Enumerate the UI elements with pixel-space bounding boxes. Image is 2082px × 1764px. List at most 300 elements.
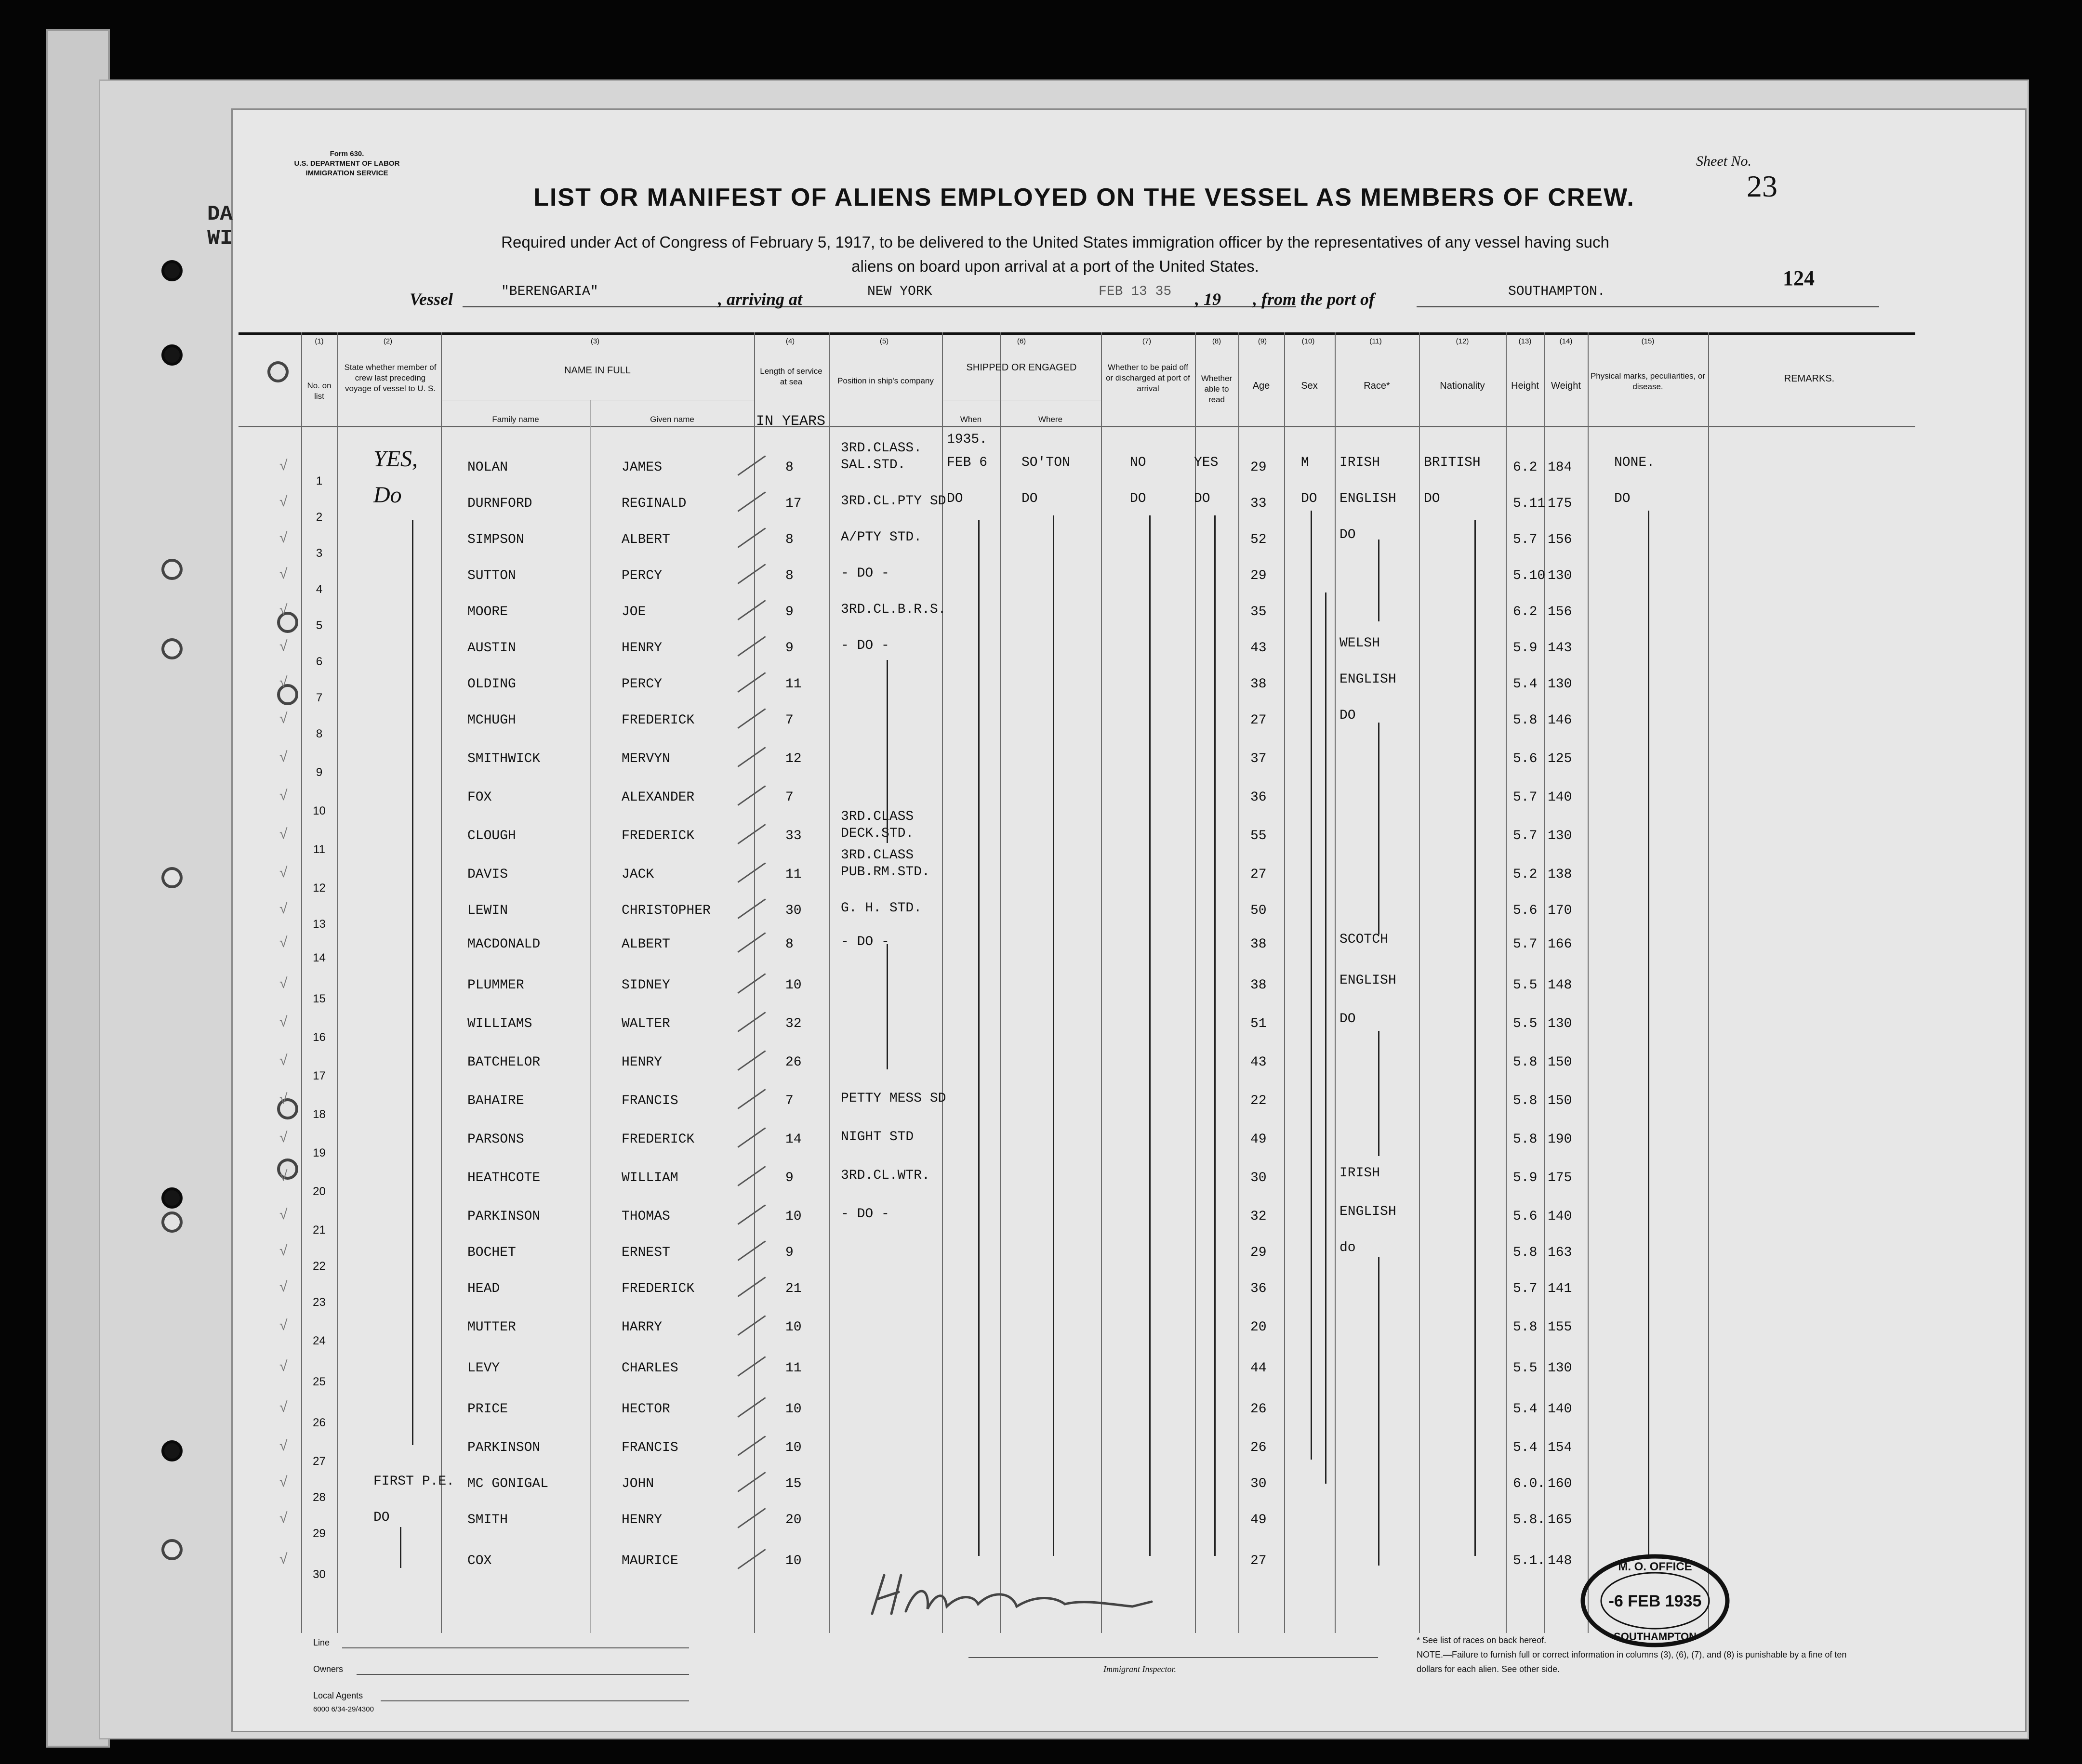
cell-age: 49 xyxy=(1250,1132,1267,1147)
cell-height: 5.7 xyxy=(1513,937,1538,952)
cell-weight: 130 xyxy=(1548,677,1572,692)
cell-height: 5.6 xyxy=(1513,1209,1538,1224)
cell-given: WILLIAM xyxy=(622,1171,678,1185)
row-number: 28 xyxy=(313,1491,326,1504)
col-when: When xyxy=(960,415,982,424)
date-stamp: FEB 13 35 xyxy=(1099,284,1172,299)
cell-family: MACDONALD xyxy=(467,937,541,952)
cell-weight: 140 xyxy=(1548,790,1572,805)
cell-position-2: DECK.STD. xyxy=(841,826,914,841)
cell-nationality: DO xyxy=(1424,491,1440,506)
check-mark: √ xyxy=(279,1474,288,1490)
cell-given: THOMAS xyxy=(622,1209,670,1224)
row-number: 4 xyxy=(316,583,323,596)
cell-height: 5.10 xyxy=(1513,568,1546,583)
year-label: , 19 xyxy=(1195,290,1221,309)
cell-height: 5.8 xyxy=(1513,1055,1538,1070)
cell-height: 5.7 xyxy=(1513,532,1538,547)
cell-family: PARKINSON xyxy=(467,1209,541,1224)
cell-read: YES xyxy=(1194,455,1219,470)
cell-height: 5.8. xyxy=(1513,1513,1546,1527)
cell-family: MC GONIGAL xyxy=(467,1476,549,1491)
cell-given: JACK xyxy=(622,867,654,882)
cell-height: 5.5 xyxy=(1513,1016,1538,1031)
cell-height: 5.8 xyxy=(1513,1320,1538,1335)
check-mark: √ xyxy=(279,826,288,842)
ditto-line xyxy=(887,944,888,1069)
cell-weight: 150 xyxy=(1548,1093,1572,1108)
cell-weight: 146 xyxy=(1548,713,1572,728)
print-code: 6000 6/34-29/4300 xyxy=(313,1705,374,1713)
cell-height: 5.9 xyxy=(1513,641,1538,656)
vessel-name: "BERENGARIA" xyxy=(501,284,598,299)
cell-height: 5.6 xyxy=(1513,903,1538,918)
cell-when-year: 1935. xyxy=(947,432,988,447)
cell-state: Do xyxy=(373,482,402,508)
arriving-label: , arriving at xyxy=(718,290,803,309)
colnum: (6) xyxy=(1017,337,1026,345)
cell-given: ERNEST xyxy=(622,1245,670,1260)
ditto-line xyxy=(412,520,413,1445)
cell-sex: DO xyxy=(1301,491,1317,506)
cell-race: IRISH xyxy=(1339,1166,1380,1181)
col-in-years: IN YEARS xyxy=(756,413,826,430)
cell-height: 5.5 xyxy=(1513,978,1538,993)
cell-position: - DO - xyxy=(841,935,889,949)
arriving-port: NEW YORK xyxy=(867,284,932,299)
cell-weight: 143 xyxy=(1548,641,1572,656)
cell-race: DO xyxy=(1339,708,1356,723)
cell-height: 5.4 xyxy=(1513,677,1538,692)
subtitle-line: aliens on board upon arrival at a port of the United States. xyxy=(851,257,1259,275)
check-mark: √ xyxy=(279,975,288,991)
binder-hole xyxy=(161,1211,183,1233)
binder-hole xyxy=(161,559,183,580)
row-number: 19 xyxy=(313,1146,326,1159)
cell-position-2: PUB.RM.STD. xyxy=(841,865,930,880)
cell-family: HEATHCOTE xyxy=(467,1171,541,1185)
cell-given: FREDERICK xyxy=(622,1132,695,1147)
row-number: 9 xyxy=(316,766,323,779)
sheet-no-label: Sheet No. xyxy=(1696,153,1751,169)
row-number: 20 xyxy=(313,1185,326,1198)
check-mark: √ xyxy=(279,1317,288,1333)
check-mark: √ xyxy=(279,1399,288,1415)
cell-weight: 154 xyxy=(1548,1440,1572,1455)
cell-weight: 155 xyxy=(1548,1320,1572,1335)
cell-position: 3RD.CLASS. xyxy=(841,441,922,456)
cell-when: DO xyxy=(947,491,963,506)
cell-read: DO xyxy=(1194,491,1210,506)
stamp-date: -6 FEB 1935 xyxy=(1608,1592,1702,1610)
row-number: 16 xyxy=(313,1031,326,1044)
cell-years: 15 xyxy=(785,1476,802,1491)
check-mark: √ xyxy=(279,494,288,510)
binder-hole xyxy=(267,361,289,382)
col-length-service: Length of service at sea xyxy=(760,367,822,386)
cell-given: MERVYN xyxy=(622,751,670,766)
cell-family: PRICE xyxy=(467,1402,508,1417)
cell-family: PARKINSON xyxy=(467,1440,541,1455)
col-race: Race* xyxy=(1364,381,1390,391)
cell-race: WELSH xyxy=(1339,636,1380,651)
cell-age: 49 xyxy=(1250,1513,1267,1527)
check-mark: √ xyxy=(279,458,288,474)
cell-years: 11 xyxy=(785,1361,802,1376)
colnum: (15) xyxy=(1641,337,1655,345)
cell-given: HENRY xyxy=(622,641,663,656)
cell-weight: 141 xyxy=(1548,1281,1572,1296)
cell-years: 11 xyxy=(785,867,802,882)
cell-years: 10 xyxy=(785,1440,802,1455)
ditto-line xyxy=(1378,1257,1379,1566)
inspector-label: Immigrant Inspector. xyxy=(1103,1664,1176,1674)
service: IMMIGRATION SERVICE xyxy=(305,169,388,177)
cell-height: 5.4 xyxy=(1513,1440,1538,1455)
cell-age: 27 xyxy=(1250,1553,1267,1568)
ditto-line xyxy=(1214,515,1216,1556)
row-number: 29 xyxy=(313,1527,326,1540)
strip-mark: WI xyxy=(207,226,233,250)
cell-family: WILLIAMS xyxy=(467,1016,532,1031)
col-height: Height xyxy=(1511,381,1539,391)
row-number: 23 xyxy=(313,1296,326,1309)
cell-height: 5.9 xyxy=(1513,1171,1538,1185)
cell-age: 43 xyxy=(1250,1055,1267,1070)
cell-position: 3RD.CLASS xyxy=(841,809,914,824)
department: U.S. DEPARTMENT OF LABOR xyxy=(294,159,400,168)
cell-paid: NO xyxy=(1130,455,1146,470)
check-mark: √ xyxy=(279,566,288,582)
cell-race: DO xyxy=(1339,527,1356,542)
ditto-line xyxy=(1378,723,1379,935)
ditto-line xyxy=(400,1527,401,1568)
cell-years: 11 xyxy=(785,677,802,692)
cell-weight: 140 xyxy=(1548,1402,1572,1417)
col-sex: Sex xyxy=(1301,381,1318,391)
col-given-name: Given name xyxy=(650,415,694,424)
cell-weight: 148 xyxy=(1548,1553,1572,1568)
from-port: SOUTHAMPTON. xyxy=(1508,284,1605,299)
row-number: 25 xyxy=(313,1375,326,1388)
colnum: (13) xyxy=(1518,337,1532,345)
cell-family: OLDING xyxy=(467,677,516,692)
cell-family: FOX xyxy=(467,790,492,805)
cell-where: DO xyxy=(1021,491,1038,506)
cell-family: AUSTIN xyxy=(467,641,516,656)
cell-years: 7 xyxy=(785,713,794,728)
cell-position: G. H. STD. xyxy=(841,901,922,916)
cell-given: HENRY xyxy=(622,1055,663,1070)
row-number: 3 xyxy=(316,547,323,560)
binder-hole xyxy=(161,1539,183,1560)
cell-height: 5.2 xyxy=(1513,867,1538,882)
form-info xyxy=(289,149,405,178)
cell-family: BAHAIRE xyxy=(467,1093,524,1108)
cell-age: 50 xyxy=(1250,903,1267,918)
cell-height: 5.8 xyxy=(1513,1132,1538,1147)
check-mark: √ xyxy=(279,935,288,950)
cell-age: 36 xyxy=(1250,1281,1267,1296)
col-nationality: Nationality xyxy=(1440,381,1485,391)
row-number: 13 xyxy=(313,918,326,931)
cell-weight: 130 xyxy=(1548,1016,1572,1031)
cell-family: MCHUGH xyxy=(467,713,516,728)
row-number: 17 xyxy=(313,1069,326,1082)
col-no-on-list: No. on list xyxy=(307,381,332,401)
cell-age: 20 xyxy=(1250,1320,1267,1335)
cell-age: 29 xyxy=(1250,568,1267,583)
cell-years: 9 xyxy=(785,605,794,619)
cell-years: 7 xyxy=(785,790,794,805)
cell-position: - DO - xyxy=(841,1207,889,1222)
cell-age: 38 xyxy=(1250,937,1267,952)
cell-nationality: BRITISH xyxy=(1424,455,1481,470)
cell-sex: M xyxy=(1301,455,1309,470)
check-mark: √ xyxy=(279,711,288,726)
cell-given: ALBERT xyxy=(622,937,670,952)
cell-height: 5.7 xyxy=(1513,790,1538,805)
cell-given: PERCY xyxy=(622,677,663,692)
check-mark: √ xyxy=(279,1130,288,1145)
cell-age: 38 xyxy=(1250,677,1267,692)
cell-years: 14 xyxy=(785,1132,802,1147)
cell-age: 52 xyxy=(1250,532,1267,547)
cell-age: 22 xyxy=(1250,1093,1267,1108)
from-label: , from the port of xyxy=(1253,290,1375,309)
cell-years: 9 xyxy=(785,1245,794,1260)
cell-height: 5.8 xyxy=(1513,713,1538,728)
cell-given: WALTER xyxy=(622,1016,670,1031)
col-able-read: Whether able to read xyxy=(1201,374,1233,404)
arrival-stamp xyxy=(1576,1549,1735,1652)
ditto-line xyxy=(1311,511,1312,1460)
cell-race: ENGLISH xyxy=(1339,1204,1396,1219)
cell-age: 38 xyxy=(1250,978,1267,993)
footer-agents-label: Local Agents xyxy=(313,1691,363,1700)
footer-line-label: Line xyxy=(313,1638,330,1647)
cell-position: PETTY MESS SD xyxy=(841,1091,946,1106)
check-mark: √ xyxy=(279,638,288,654)
cell-family: BOCHET xyxy=(467,1245,516,1260)
cell-height: 5.8 xyxy=(1513,1245,1538,1260)
col-name-in-full: NAME IN FULL xyxy=(564,365,631,376)
cell-race: do xyxy=(1339,1240,1356,1255)
check-mark: √ xyxy=(279,530,288,546)
footer-owners-label: Owners xyxy=(313,1664,344,1674)
cell-height: 5.1. xyxy=(1513,1553,1546,1568)
cell-age: 33 xyxy=(1250,496,1267,511)
cell-age: 29 xyxy=(1250,460,1267,475)
cell-family: PLUMMER xyxy=(467,978,524,993)
check-mark: √ xyxy=(279,901,288,917)
cell-years: 20 xyxy=(785,1513,802,1527)
check-mark: √ xyxy=(279,1358,288,1374)
col-where: Where xyxy=(1038,415,1063,424)
cell-height: 5.8 xyxy=(1513,1093,1538,1108)
colnum: (3) xyxy=(590,337,600,345)
cell-weight: 130 xyxy=(1548,829,1572,843)
cell-race: DO xyxy=(1339,1012,1356,1027)
cell-position: NIGHT STD xyxy=(841,1130,914,1145)
cell-race: ENGLISH xyxy=(1339,973,1396,988)
cell-years: 8 xyxy=(785,568,794,583)
colnum: (7) xyxy=(1142,337,1152,345)
ditto-line xyxy=(1648,511,1649,1556)
colnum: (8) xyxy=(1212,337,1221,345)
row-number: 6 xyxy=(316,655,323,668)
cell-age: 26 xyxy=(1250,1440,1267,1455)
cell-weight: 156 xyxy=(1548,605,1572,619)
cell-age: 30 xyxy=(1250,1171,1267,1185)
form-number: Form 630. xyxy=(330,150,364,158)
cell-given: HECTOR xyxy=(622,1402,670,1417)
cell-height: 5.6 xyxy=(1513,751,1538,766)
cell-position: 3RD.CL.WTR. xyxy=(841,1168,930,1183)
vessel-label: Vessel xyxy=(410,290,453,309)
voyage-row xyxy=(308,284,1754,318)
cell-years: 8 xyxy=(785,532,794,547)
colnum: (10) xyxy=(1301,337,1315,345)
cell-race: ENGLISH xyxy=(1339,491,1396,506)
cell-years: 10 xyxy=(785,1402,802,1417)
cell-height: 5.5 xyxy=(1513,1361,1538,1376)
cell-given: HARRY xyxy=(622,1320,663,1335)
colnum: (14) xyxy=(1559,337,1573,345)
row-number: 7 xyxy=(316,691,323,704)
cell-age: 29 xyxy=(1250,1245,1267,1260)
stamp-bottom: SOUTHAMPTON xyxy=(1614,1631,1697,1643)
cell-weight: 148 xyxy=(1548,978,1572,993)
cell-weight: 165 xyxy=(1548,1513,1572,1527)
cell-years: 17 xyxy=(785,496,802,511)
cell-given: FRANCIS xyxy=(622,1440,678,1455)
cell-position: 3RD.CL.B.R.S. xyxy=(841,602,946,617)
cell-family: SUTTON xyxy=(467,568,516,583)
col-state-whether: State whether member of crew last preceding voyage of vessel to U. S. xyxy=(344,363,437,393)
cell-age: 37 xyxy=(1250,751,1267,766)
cell-family: DURNFORD xyxy=(467,496,532,511)
cell-race: ENGLISH xyxy=(1339,672,1396,687)
check-mark: √ xyxy=(279,1014,288,1030)
cell-years: 10 xyxy=(785,978,802,993)
cell-weight: 175 xyxy=(1548,1171,1572,1185)
colnum: (11) xyxy=(1369,337,1382,345)
cell-weight: 130 xyxy=(1548,568,1572,583)
cell-given: ALBERT xyxy=(622,532,670,547)
check-mark: √ xyxy=(279,1207,288,1223)
row-number: 2 xyxy=(316,511,323,524)
row-number: 15 xyxy=(313,992,326,1005)
cell-years: 10 xyxy=(785,1553,802,1568)
ditto-line xyxy=(1325,592,1326,1484)
cell-age: 26 xyxy=(1250,1402,1267,1417)
col-remarks: REMARKS. xyxy=(1784,373,1835,384)
cell-weight: 138 xyxy=(1548,867,1572,882)
check-mark: √ xyxy=(279,865,288,881)
binder-hole xyxy=(161,260,183,281)
cell-height: 5.11 xyxy=(1513,496,1546,511)
col-weight: Weight xyxy=(1551,381,1581,391)
cell-marks: NONE. xyxy=(1614,455,1655,470)
row-number: 27 xyxy=(313,1455,326,1468)
check-mark: √ xyxy=(279,1243,288,1259)
cell-family: DAVIS xyxy=(467,867,508,882)
cell-years: 9 xyxy=(785,641,794,656)
cell-height: 6.2 xyxy=(1513,605,1538,619)
cell-family: BATCHELOR xyxy=(467,1055,541,1070)
cell-given: MAURICE xyxy=(622,1553,678,1568)
row-number: 26 xyxy=(313,1416,326,1429)
cell-years: 30 xyxy=(785,903,802,918)
cell-height: 6.0. xyxy=(1513,1476,1546,1491)
cell-family: HEAD xyxy=(467,1281,500,1296)
cell-years: 26 xyxy=(785,1055,802,1070)
cell-given: CHRISTOPHER xyxy=(622,903,711,918)
row-number: 5 xyxy=(316,619,323,632)
subtitle xyxy=(395,230,1715,278)
cell-race: IRISH xyxy=(1339,455,1380,470)
cell-marks: DO xyxy=(1614,491,1631,506)
cell-weight: 166 xyxy=(1548,937,1572,952)
check-mark: √ xyxy=(279,602,288,618)
colnum: (1) xyxy=(315,337,324,345)
ditto-line xyxy=(887,660,888,843)
cell-paid: DO xyxy=(1130,491,1146,506)
cell-age: 35 xyxy=(1250,605,1267,619)
inspector-signature xyxy=(862,1566,1161,1623)
cell-family: LEWIN xyxy=(467,903,508,918)
col-position: Position in ship's company xyxy=(837,376,934,385)
ditto-line xyxy=(1149,515,1151,1556)
cell-where: SO'TON xyxy=(1021,455,1070,470)
check-mark: √ xyxy=(279,1091,288,1107)
ditto-line xyxy=(1053,515,1054,1556)
cell-family: SIMPSON xyxy=(467,532,524,547)
sheet-no-value: 23 xyxy=(1747,169,1777,203)
cell-given: JOE xyxy=(622,605,646,619)
cell-family: SMITH xyxy=(467,1513,508,1527)
cell-given: CHARLES xyxy=(622,1361,678,1376)
cell-given: ALEXANDER xyxy=(622,790,695,805)
cell-years: 8 xyxy=(785,460,794,475)
cell-height: 5.7 xyxy=(1513,829,1538,843)
ditto-line xyxy=(1378,1031,1379,1156)
col-age: Age xyxy=(1252,381,1270,391)
cell-age: 55 xyxy=(1250,829,1267,843)
table-top-rule xyxy=(239,332,1915,335)
cell-years: 7 xyxy=(785,1093,794,1108)
cell-years: 32 xyxy=(785,1016,802,1031)
cell-family: NOLAN xyxy=(467,460,508,475)
row-number: 18 xyxy=(313,1108,326,1121)
ditto-line xyxy=(1474,520,1476,1556)
row-number: 11 xyxy=(313,843,325,856)
cell-position: - DO - xyxy=(841,566,889,581)
page-title: LIST OR MANIFEST OF ALIENS EMPLOYED ON THE VESSEL AS MEMBERS OF CREW. xyxy=(533,184,1635,211)
cell-race: SCOTCH xyxy=(1339,932,1388,947)
cell-years: 10 xyxy=(785,1320,802,1335)
row-number: 22 xyxy=(313,1260,326,1273)
col-shipped: SHIPPED OR ENGAGED xyxy=(966,362,1077,373)
binder-hole xyxy=(161,1440,183,1461)
cell-state: DO xyxy=(373,1510,390,1525)
row-number: 12 xyxy=(313,882,326,895)
cell-age: 51 xyxy=(1250,1016,1267,1031)
cell-age: 36 xyxy=(1250,790,1267,805)
cell-family: PARSONS xyxy=(467,1132,524,1147)
binder-hole xyxy=(161,638,183,659)
